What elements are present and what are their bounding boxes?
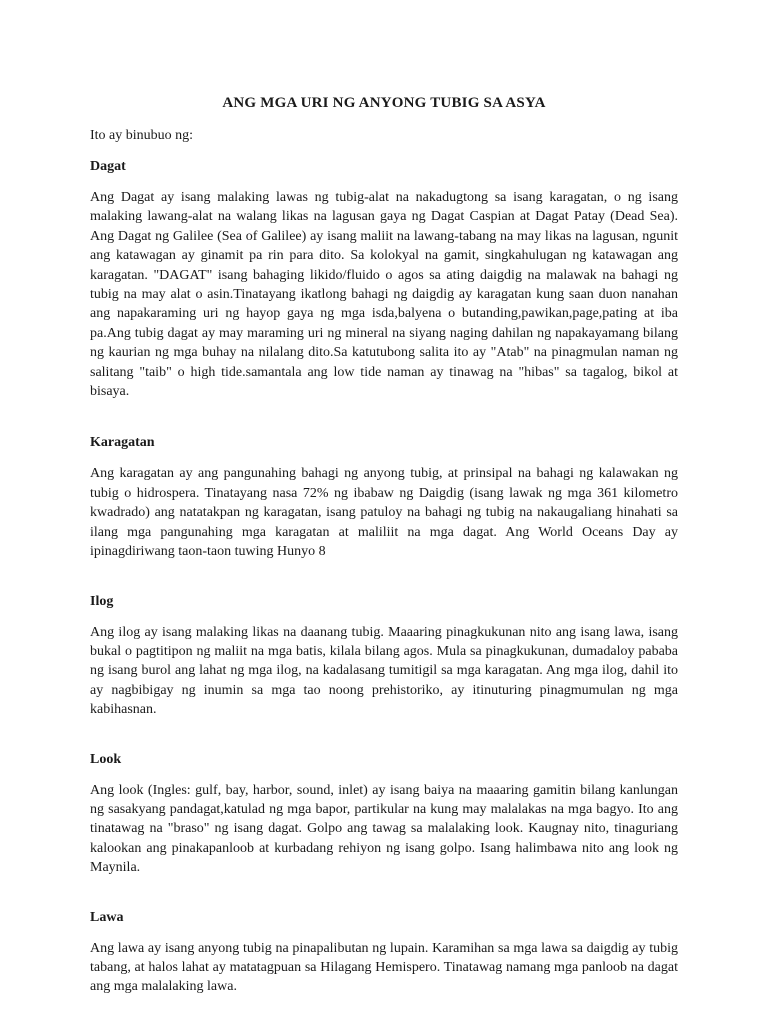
section-body: Ang ilog ay isang malaking likas na daanang tubig. Maaaring pinagkukunan nito ang isang lawa, isang bukal o pagtitipon ng maliit na mga batis, kilala bilang agos. Mula sa pinagkukunan, dumadaloy pababa ng isang burol ang lahat ng mga ilog, na kadalasang tumitigil sa mga karagatan. Ang mga ilog, dahil ito ay nagbibigay ng inumin sa mga tao noong prehistoriko, ay itinuturing pinagmumulan ng mga kabihasnan. <box>90 624 678 718</box>
section-ilog <box>90 592 678 720</box>
section-lawa <box>90 908 678 997</box>
section-look <box>90 750 678 878</box>
section-heading: Dagat <box>90 159 126 174</box>
section-dagat <box>90 157 678 401</box>
section-heading: Karagatan <box>90 435 155 451</box>
section-karagatan <box>90 433 678 561</box>
section-heading: Look <box>90 751 122 767</box>
section-heading: Lawa <box>90 909 124 925</box>
section-body: Ang karagatan ay ang pangunahing bahagi ng anyong tubig, at prinsipal na bahagi ng kalawakan ng tubig o hidrospera. Tinatayang nasa 72% ng ibabaw ng Daigdig (isang lawak ng mga 361 kilometro kwadrado) ang natatakpan ng karagatan, isang patuloy na bahagi ng tubig na nakaugaliang hinahati sa ilang mga pangunahing mga karagatan at maliliit na mga dagat. Ang World Oceans Day ay ipinagdiriwang taon-taon tuwing Hunyo 8 <box>90 466 678 560</box>
section-body: Ang lawa ay isang anyong tubig na pinapalibutan ng lupain. Karamihan sa mga lawa sa daigdig ay tubig tabang, at halos lahat ay matatagpuan sa Hilagang Hemispero. Tinatawag namang mga panloob na dagat ang mga malalaking lawa. <box>90 940 678 995</box>
section-body: Ang Dagat ay isang malaking lawas ng tubig-alat na nakadugtong sa isang karagatan, o ng isang malaking lawang-alat na walang likas na lagusan gaya ng Dagat Caspian at Dagat Patay (Dead Sea). Ang Dagat ng Galilee (Sea of Galilee) ay isang maliit na lawang-tabang na may likas na lagusan, ngunit ang katawagan ay ginamit pa rin para dito. Sa kolokyal na gamit, singkahulugan ng katawagan ang karagatan. "DAGAT" isang bahaging likido/fluido o agos sa ating daigdig na malawak na bahagi ng tubig na may alat o asin.Tinatayang ikatlong bahagi ng daigdig ay karagatan kung saan duon nanahan ang napakaraming uri ng hayop gaya ng mga isda,balyena o butanding,pawikan,page,pating at iba pa.Ang tubig dagat ay may maraming uri ng mineral na siyang naging dahilan ng napakayamang bilang ng kaurian ng mga buhay na nilalang dito.Sa katutubong salita ito ay "Atab" na pinagmulan naman ng salitang "taib" o high tide.samantala ang low tide naman ay tinawag na "hibas" sa tagalog, bikol at bisaya. <box>90 190 678 400</box>
intro-text: Ito ay binubuo ng: <box>90 128 194 143</box>
section-heading: Ilog <box>90 593 114 609</box>
document-page <box>90 92 678 1027</box>
document-title: ANG MGA URI NG ANYONG TUBIG SA ASYA <box>222 95 546 111</box>
section-body: Ang look (Ingles: gulf, bay, harbor, sound, inlet) ay isang baiya na maaaring gamitin bilang kanlungan ng sasakyang pandagat,katulad ng mga bapor, partikular na kung may malalakas na mga bagyo. Ito ang tinatawag na "braso" ng isang dagat. Golpo ang tawag sa malalaking look. Kaugnay nito, tinaguriang kalookan ang pinakapanloob at kurbadang rehiyon ng isang golpo. Isang halimbawa nito ang look ng Maynila. <box>90 782 678 876</box>
